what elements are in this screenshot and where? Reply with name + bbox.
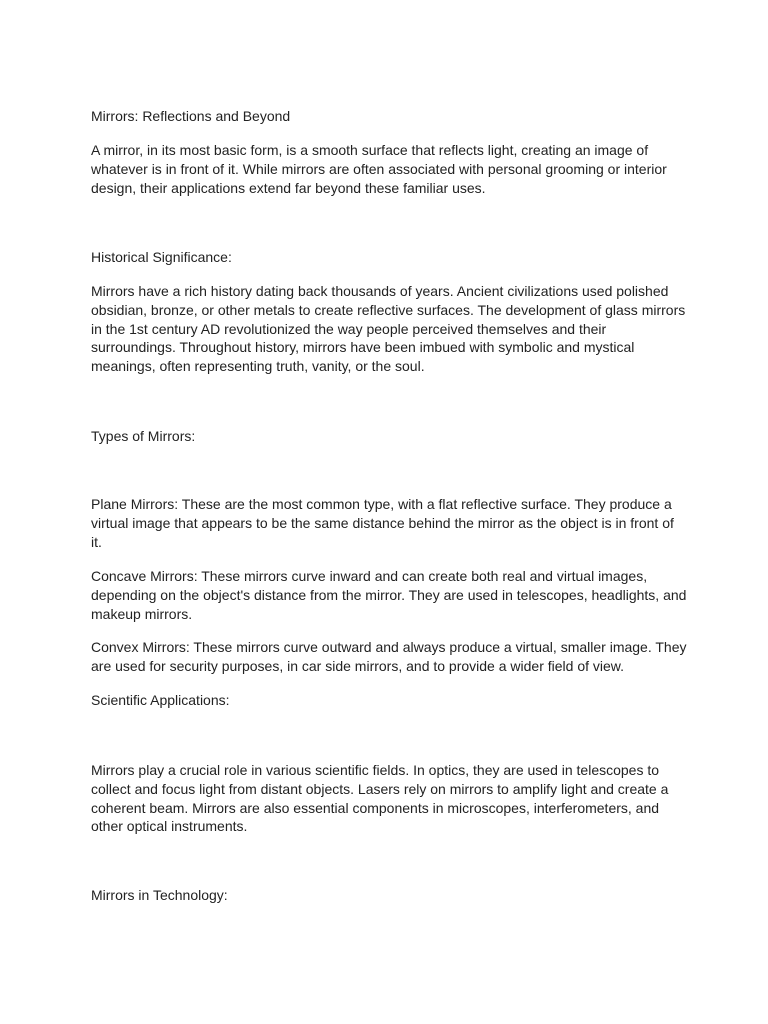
text-line: whatever is in front of it. While mirrors are often associated with personal grooming or interior <box>91 160 667 177</box>
text-line: A mirror, in its most basic form, is a smooth surface that reflects light, creating an image of <box>91 142 649 158</box>
text-line: obsidian, bronze, or other metals to create reflective surfaces. The development of glass mirrors <box>91 301 686 318</box>
text-line: other optical instruments. <box>91 818 248 835</box>
text-line: Plane Mirrors: These are the most common type, with a flat reflective surface. They produce a <box>91 496 672 512</box>
heading-text: Historical Significance: <box>91 249 232 265</box>
text-line: Mirrors have a rich history dating back thousands of years. Ancient civilizations used polished <box>91 283 669 299</box>
plane-mirrors-paragraph <box>91 495 691 551</box>
text-line: surroundings. Throughout history, mirrors have been imbued with symbolic and mystical <box>91 339 635 356</box>
text-line: it. <box>91 533 102 550</box>
text-line: design, their applications extend far beyond these familiar uses. <box>91 179 486 196</box>
historical-paragraph <box>91 282 691 376</box>
text-line: depending on the object's distance from the mirror. They are used in telescopes, headlights, and <box>91 586 687 603</box>
technology-heading <box>91 886 691 905</box>
scientific-paragraph <box>91 761 691 836</box>
heading-text: Scientific Applications: <box>91 692 230 708</box>
heading-text: Mirrors in Technology: <box>91 887 228 903</box>
text-line: meanings, often representing truth, vanity, or the soul. <box>91 358 425 375</box>
text-line: collect and focus light from distant objects. Lasers rely on mirrors to amplify light and create a <box>91 780 669 797</box>
intro-paragraph <box>91 141 691 197</box>
heading-text: Types of Mirrors: <box>91 428 196 444</box>
types-heading <box>91 427 691 446</box>
text-line: Concave Mirrors: These mirrors curve inward and can create both real and virtual images, <box>91 568 648 584</box>
document-title <box>91 107 691 126</box>
text-line: virtual image that appears to be the same distance behind the mirror as the object is in front of <box>91 514 674 531</box>
historical-heading <box>91 248 691 267</box>
title-text: Mirrors: Reflections and Beyond <box>91 108 291 124</box>
concave-mirrors-paragraph <box>91 567 691 623</box>
text-line: Convex Mirrors: These mirrors curve outward and always produce a virtual, smaller image. They <box>91 639 687 655</box>
text-line: coherent beam. Mirrors are also essential components in microscopes, interferometers, and <box>91 799 660 816</box>
text-line: Mirrors play a crucial role in various scientific fields. In optics, they are used in telescopes to <box>91 762 660 778</box>
text-line: makeup mirrors. <box>91 605 193 622</box>
scientific-heading <box>91 691 691 710</box>
text-line: are used for security purposes, in car side mirrors, and to provide a wider field of view. <box>91 657 625 674</box>
convex-mirrors-paragraph <box>91 638 691 676</box>
text-line: in the 1st century AD revolutionized the way people perceived themselves and their <box>91 320 607 337</box>
